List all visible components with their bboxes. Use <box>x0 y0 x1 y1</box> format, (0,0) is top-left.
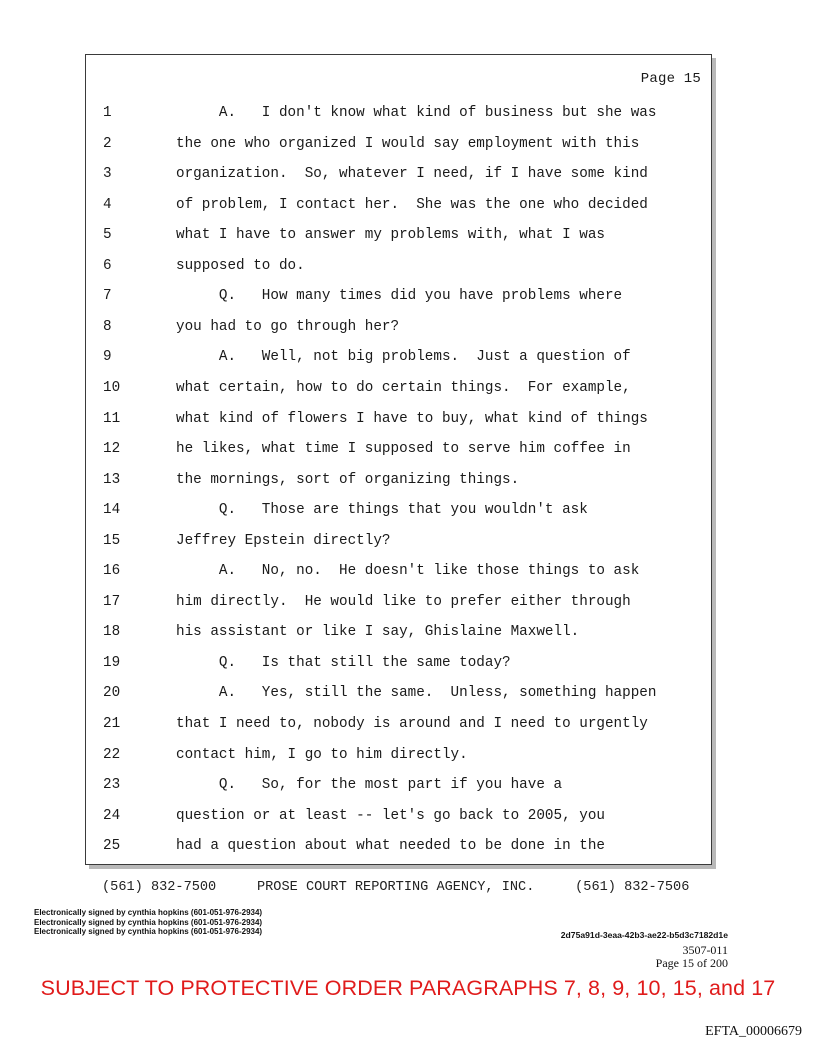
transcript-page <box>85 54 712 865</box>
line-number: 15 <box>103 532 121 549</box>
line-text: him directly. He would like to prefer either through <box>176 593 631 610</box>
line-number: 22 <box>103 746 121 763</box>
line-text: what I have to answer my problems with, what I was <box>176 227 605 244</box>
transcript-line <box>86 836 713 856</box>
line-number: 13 <box>103 471 121 488</box>
line-number: 9 <box>103 349 112 366</box>
line-number: 19 <box>103 654 121 671</box>
line-number: 5 <box>103 227 112 244</box>
signature-block <box>34 908 262 937</box>
line-number: 25 <box>103 838 121 855</box>
line-text: had a question about what needed to be done in the <box>176 838 605 855</box>
page-number: Page 15 <box>640 71 701 87</box>
line-number: 7 <box>103 288 112 305</box>
line-number: 8 <box>103 318 112 335</box>
line-text: organization. So, whatever I need, if I have some kind <box>176 166 648 183</box>
signature-line: Electronically signed by cynthia hopkins (601-051-976-2934) <box>34 927 263 936</box>
transcript-line <box>86 714 713 734</box>
document-id-block <box>656 944 728 970</box>
transcript-line <box>86 683 713 703</box>
transcript-line <box>86 653 713 673</box>
line-text: the mornings, sort of organizing things. <box>176 471 520 488</box>
line-text: Q. Is that still the same today? <box>176 654 511 671</box>
transcript-line <box>86 775 713 795</box>
line-text: A. Yes, still the same. Unless, something happen <box>176 685 657 702</box>
line-text: A. I don't know what kind of business but she was <box>176 105 657 121</box>
line-text: he likes, what time I supposed to serve him coffee in <box>176 441 631 458</box>
line-text: what kind of flowers I have to buy, what kind of things <box>176 410 648 427</box>
line-number: 18 <box>103 624 121 641</box>
transcript-line <box>86 561 713 581</box>
line-text: Q. So, for the most part if you have a <box>176 777 563 794</box>
line-number: 12 <box>103 441 121 458</box>
line-number: 16 <box>103 563 121 580</box>
line-number: 10 <box>103 379 121 396</box>
line-number: 14 <box>103 502 121 519</box>
line-text: the one who organized I would say employment with this <box>176 135 640 152</box>
line-text: contact him, I go to him directly. <box>176 746 468 763</box>
transcript-line <box>86 317 713 337</box>
document-hash: 2d75a91d-3eaa-42b3-ae22-b5d3c7182d1e <box>560 930 728 940</box>
bates-number: EFTA_00006679 <box>705 1024 802 1039</box>
transcript-line <box>86 531 713 551</box>
line-text: his assistant or like I say, Ghislaine Maxwell. <box>176 624 580 641</box>
line-number: 21 <box>103 716 121 732</box>
line-number: 4 <box>103 196 112 213</box>
line-text: Q. How many times did you have problems where <box>176 288 623 305</box>
line-number: 24 <box>103 807 121 824</box>
line-number: 6 <box>103 257 112 274</box>
line-text: supposed to do. <box>176 257 305 274</box>
line-number: 17 <box>103 593 121 610</box>
document-id: 3507-011 <box>682 943 728 957</box>
page-of-total: Page 15 of 200 <box>655 956 728 970</box>
transcript-line <box>86 164 713 184</box>
line-number: 2 <box>103 135 112 152</box>
transcript-line <box>86 409 713 429</box>
line-text: Jeffrey Epstein directly? <box>176 532 391 549</box>
line-text: that I need to, nobody is around and I need to urgently <box>176 716 648 732</box>
protective-order-notice: SUBJECT TO PROTECTIVE ORDER PARAGRAPHS 7, 8, 9, 10, 15, and 17 <box>40 976 776 1000</box>
transcript-line <box>86 439 713 459</box>
transcript-line <box>86 225 713 245</box>
transcript-line <box>86 378 713 398</box>
transcript-line <box>86 195 713 215</box>
line-text: what certain, how to do certain things. For example, <box>176 379 631 396</box>
line-number: 20 <box>103 685 121 702</box>
transcript-line <box>86 347 713 367</box>
line-number: 11 <box>103 410 121 427</box>
line-number: 23 <box>103 777 121 794</box>
line-text: A. Well, not big problems. Just a question of <box>176 349 631 366</box>
reporting-agency-footer: (561) 832-7500 PROSE COURT REPORTING AGENCY, INC. (561) 832-7506 <box>102 880 690 895</box>
transcript-line <box>86 286 713 306</box>
transcript-line <box>86 103 713 123</box>
transcript-line <box>86 806 713 826</box>
line-text: Q. Those are things that you wouldn't ask <box>176 502 588 519</box>
transcript-line <box>86 745 713 765</box>
signature-line: Electronically signed by cynthia hopkins (601-051-976-2934) <box>34 917 263 927</box>
transcript-line <box>86 622 713 642</box>
line-text: you had to go through her? <box>176 318 400 335</box>
line-number: 1 <box>103 105 112 121</box>
line-number: 3 <box>103 166 112 183</box>
transcript-line <box>86 500 713 520</box>
signature-line: Electronically signed by cynthia hopkins (601-051-976-2934) <box>34 908 263 917</box>
transcript-line <box>86 592 713 612</box>
transcript-line <box>86 470 713 490</box>
transcript-line <box>86 256 713 276</box>
transcript-line <box>86 134 713 154</box>
line-text: A. No, no. He doesn't like those things to ask <box>176 563 640 580</box>
line-text: question or at least -- let's go back to 2005, you <box>176 807 605 824</box>
line-text: of problem, I contact her. She was the one who decided <box>176 196 648 213</box>
